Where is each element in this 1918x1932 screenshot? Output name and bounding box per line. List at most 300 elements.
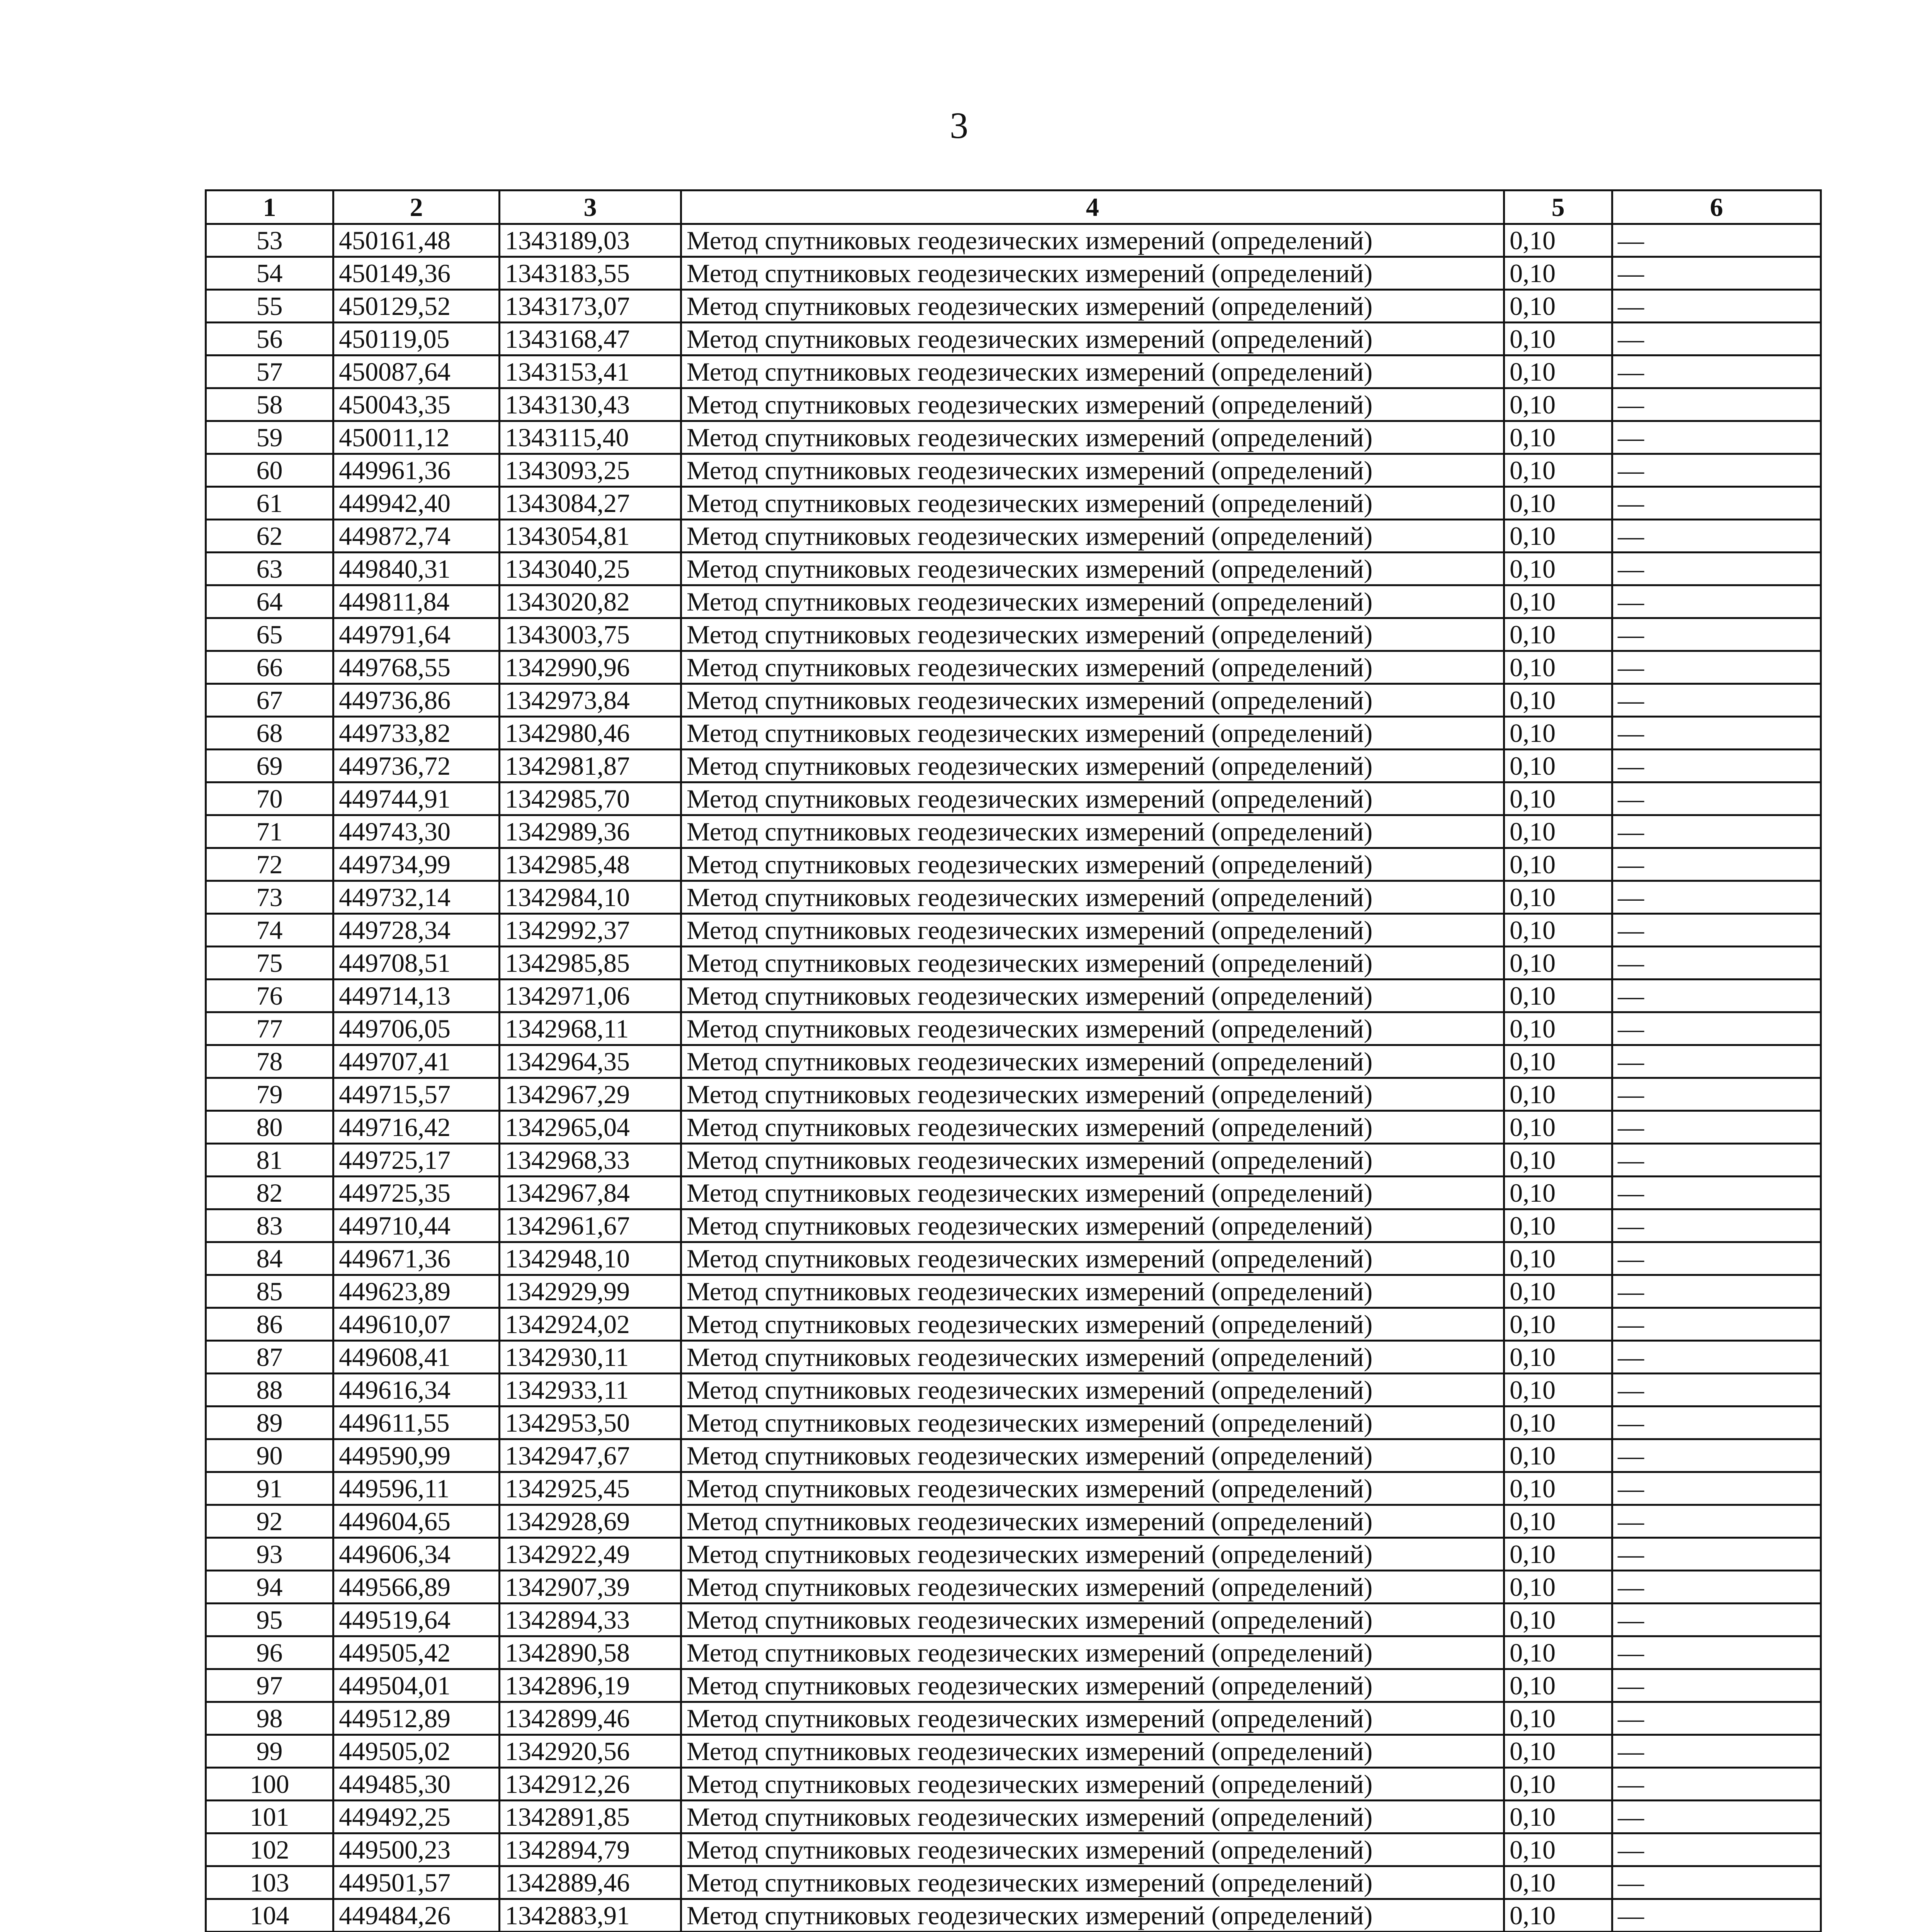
note-cell: — <box>1612 1833 1821 1866</box>
x-coordinate-cell: 449715,57 <box>333 1078 500 1111</box>
note-cell: — <box>1612 1702 1821 1735</box>
table-row <box>206 290 1821 323</box>
column-header-6: 6 <box>1612 190 1821 224</box>
x-coordinate-cell: 450043,35 <box>333 388 500 421</box>
point-number-cell: 67 <box>206 684 333 717</box>
point-number-cell: 70 <box>206 782 333 815</box>
y-coordinate-cell: 1343040,25 <box>500 553 681 585</box>
accuracy-cell: 0,10 <box>1504 1374 1612 1406</box>
point-number-cell: 69 <box>206 750 333 782</box>
x-coordinate-cell: 449519,64 <box>333 1604 500 1636</box>
x-coordinate-cell: 449708,51 <box>333 947 500 980</box>
table-row <box>206 454 1821 487</box>
accuracy-cell: 0,10 <box>1504 914 1612 947</box>
point-number-cell: 104 <box>206 1899 333 1932</box>
note-cell: — <box>1612 290 1821 323</box>
x-coordinate-cell: 450161,48 <box>333 224 500 257</box>
point-number-cell: 91 <box>206 1472 333 1505</box>
point-number-cell: 87 <box>206 1341 333 1374</box>
x-coordinate-cell: 449736,86 <box>333 684 500 717</box>
note-cell: — <box>1612 1275 1821 1308</box>
note-cell: — <box>1612 1406 1821 1439</box>
table-row <box>206 257 1821 290</box>
note-cell: — <box>1612 1308 1821 1341</box>
accuracy-cell: 0,10 <box>1504 618 1612 651</box>
x-coordinate-cell: 449714,13 <box>333 980 500 1012</box>
y-coordinate-cell: 1342953,50 <box>500 1406 681 1439</box>
x-coordinate-cell: 449710,44 <box>333 1209 500 1242</box>
point-number-cell: 61 <box>206 487 333 520</box>
method-cell: Метод спутниковых геодезических измерений (определений) <box>681 1144 1504 1177</box>
accuracy-cell: 0,10 <box>1504 980 1612 1012</box>
method-cell: Метод спутниковых геодезических измерений (определений) <box>681 454 1504 487</box>
accuracy-cell: 0,10 <box>1504 290 1612 323</box>
x-coordinate-cell: 449716,42 <box>333 1111 500 1144</box>
table-row <box>206 1308 1821 1341</box>
note-cell: — <box>1612 1144 1821 1177</box>
point-number-cell: 81 <box>206 1144 333 1177</box>
point-number-cell: 78 <box>206 1045 333 1078</box>
accuracy-cell: 0,10 <box>1504 1505 1612 1538</box>
column-header-3: 3 <box>500 190 681 224</box>
y-coordinate-cell: 1342930,11 <box>500 1341 681 1374</box>
accuracy-cell: 0,10 <box>1504 585 1612 618</box>
x-coordinate-cell: 449728,34 <box>333 914 500 947</box>
y-coordinate-cell: 1342971,06 <box>500 980 681 1012</box>
x-coordinate-cell: 449736,72 <box>333 750 500 782</box>
note-cell: — <box>1612 782 1821 815</box>
point-number-cell: 103 <box>206 1866 333 1899</box>
note-cell: — <box>1612 1374 1821 1406</box>
column-header-4: 4 <box>681 190 1504 224</box>
method-cell: Метод спутниковых геодезических измерений (определений) <box>681 1177 1504 1209</box>
table-row <box>206 1735 1821 1768</box>
method-cell: Метод спутниковых геодезических измерений (определений) <box>681 388 1504 421</box>
y-coordinate-cell: 1342891,85 <box>500 1801 681 1833</box>
method-cell: Метод спутниковых геодезических измерений (определений) <box>681 618 1504 651</box>
table-row <box>206 947 1821 980</box>
note-cell: — <box>1612 1538 1821 1571</box>
x-coordinate-cell: 449504,01 <box>333 1669 500 1702</box>
table-row <box>206 1866 1821 1899</box>
point-number-cell: 94 <box>206 1571 333 1604</box>
note-cell: — <box>1612 1505 1821 1538</box>
y-coordinate-cell: 1342925,45 <box>500 1472 681 1505</box>
method-cell: Метод спутниковых геодезических измерений (определений) <box>681 224 1504 257</box>
y-coordinate-cell: 1342889,46 <box>500 1866 681 1899</box>
table-row <box>206 1505 1821 1538</box>
point-number-cell: 58 <box>206 388 333 421</box>
note-cell: — <box>1612 1735 1821 1768</box>
note-cell: — <box>1612 980 1821 1012</box>
table-row <box>206 1209 1821 1242</box>
note-cell: — <box>1612 224 1821 257</box>
note-cell: — <box>1612 1439 1821 1472</box>
x-coordinate-cell: 449961,36 <box>333 454 500 487</box>
y-coordinate-cell: 1342883,91 <box>500 1899 681 1932</box>
header-row <box>206 190 1821 224</box>
point-number-cell: 90 <box>206 1439 333 1472</box>
y-coordinate-cell: 1342968,33 <box>500 1144 681 1177</box>
note-cell: — <box>1612 520 1821 553</box>
x-coordinate-cell: 449671,36 <box>333 1242 500 1275</box>
x-coordinate-cell: 450119,05 <box>333 323 500 355</box>
accuracy-cell: 0,10 <box>1504 1636 1612 1669</box>
accuracy-cell: 0,10 <box>1504 355 1612 388</box>
method-cell: Метод спутниковых геодезических измерений (определений) <box>681 290 1504 323</box>
table-row <box>206 1472 1821 1505</box>
column-header-1: 1 <box>206 190 333 224</box>
x-coordinate-cell: 449505,42 <box>333 1636 500 1669</box>
table-row <box>206 1012 1821 1045</box>
y-coordinate-cell: 1343168,47 <box>500 323 681 355</box>
x-coordinate-cell: 449566,89 <box>333 1571 500 1604</box>
note-cell: — <box>1612 651 1821 684</box>
accuracy-cell: 0,10 <box>1504 520 1612 553</box>
method-cell: Метод спутниковых геодезических измерений (определений) <box>681 651 1504 684</box>
table-row <box>206 388 1821 421</box>
table-row <box>206 1242 1821 1275</box>
method-cell: Метод спутниковых геодезических измерений (определений) <box>681 553 1504 585</box>
method-cell: Метод спутниковых геодезических измерений (определений) <box>681 1636 1504 1669</box>
y-coordinate-cell: 1342985,48 <box>500 848 681 881</box>
method-cell: Метод спутниковых геодезических измерений (определений) <box>681 750 1504 782</box>
table-row <box>206 421 1821 454</box>
x-coordinate-cell: 449610,07 <box>333 1308 500 1341</box>
table-row <box>206 848 1821 881</box>
table-row <box>206 980 1821 1012</box>
table-row <box>206 618 1821 651</box>
y-coordinate-cell: 1342920,56 <box>500 1735 681 1768</box>
table-row <box>206 520 1821 553</box>
x-coordinate-cell: 449500,23 <box>333 1833 500 1866</box>
table-row <box>206 1833 1821 1866</box>
accuracy-cell: 0,10 <box>1504 323 1612 355</box>
y-coordinate-cell: 1342933,11 <box>500 1374 681 1406</box>
x-coordinate-cell: 449706,05 <box>333 1012 500 1045</box>
table-row <box>206 1144 1821 1177</box>
point-number-cell: 64 <box>206 585 333 618</box>
x-coordinate-cell: 449623,89 <box>333 1275 500 1308</box>
method-cell: Метод спутниковых геодезических измерений (определений) <box>681 1012 1504 1045</box>
y-coordinate-cell: 1343183,55 <box>500 257 681 290</box>
method-cell: Метод спутниковых геодезических измерений (определений) <box>681 848 1504 881</box>
table-row <box>206 914 1821 947</box>
x-coordinate-cell: 449512,89 <box>333 1702 500 1735</box>
x-coordinate-cell: 449811,84 <box>333 585 500 618</box>
accuracy-cell: 0,10 <box>1504 257 1612 290</box>
x-coordinate-cell: 449725,17 <box>333 1144 500 1177</box>
table-row <box>206 1406 1821 1439</box>
point-number-cell: 77 <box>206 1012 333 1045</box>
accuracy-cell: 0,10 <box>1504 651 1612 684</box>
note-cell: — <box>1612 750 1821 782</box>
note-cell: — <box>1612 323 1821 355</box>
accuracy-cell: 0,10 <box>1504 1012 1612 1045</box>
x-coordinate-cell: 449611,55 <box>333 1406 500 1439</box>
accuracy-cell: 0,10 <box>1504 1275 1612 1308</box>
x-coordinate-cell: 449492,25 <box>333 1801 500 1833</box>
y-coordinate-cell: 1342961,67 <box>500 1209 681 1242</box>
accuracy-cell: 0,10 <box>1504 224 1612 257</box>
note-cell: — <box>1612 1045 1821 1078</box>
method-cell: Метод спутниковых геодезических измерений (определений) <box>681 1472 1504 1505</box>
accuracy-cell: 0,10 <box>1504 1833 1612 1866</box>
x-coordinate-cell: 449743,30 <box>333 815 500 848</box>
x-coordinate-cell: 449484,26 <box>333 1899 500 1932</box>
y-coordinate-cell: 1343153,41 <box>500 355 681 388</box>
y-coordinate-cell: 1342922,49 <box>500 1538 681 1571</box>
method-cell: Метод спутниковых геодезических измерений (определений) <box>681 1768 1504 1801</box>
point-number-cell: 68 <box>206 717 333 750</box>
note-cell: — <box>1612 1571 1821 1604</box>
table-row <box>206 717 1821 750</box>
point-number-cell: 62 <box>206 520 333 553</box>
method-cell: Метод спутниковых геодезических измерений (определений) <box>681 1406 1504 1439</box>
point-number-cell: 92 <box>206 1505 333 1538</box>
table-row <box>206 1899 1821 1932</box>
y-coordinate-cell: 1343054,81 <box>500 520 681 553</box>
y-coordinate-cell: 1342899,46 <box>500 1702 681 1735</box>
note-cell: — <box>1612 881 1821 914</box>
y-coordinate-cell: 1343173,07 <box>500 290 681 323</box>
point-number-cell: 57 <box>206 355 333 388</box>
table-body <box>206 224 1821 1932</box>
accuracy-cell: 0,10 <box>1504 553 1612 585</box>
accuracy-cell: 0,10 <box>1504 1209 1612 1242</box>
table-row <box>206 1374 1821 1406</box>
y-coordinate-cell: 1342965,04 <box>500 1111 681 1144</box>
point-number-cell: 95 <box>206 1604 333 1636</box>
accuracy-cell: 0,10 <box>1504 750 1612 782</box>
x-coordinate-cell: 449590,99 <box>333 1439 500 1472</box>
table-row <box>206 750 1821 782</box>
x-coordinate-cell: 449734,99 <box>333 848 500 881</box>
x-coordinate-cell: 449485,30 <box>333 1768 500 1801</box>
method-cell: Метод спутниковых геодезических измерений (определений) <box>681 684 1504 717</box>
point-number-cell: 84 <box>206 1242 333 1275</box>
note-cell: — <box>1612 1177 1821 1209</box>
point-number-cell: 80 <box>206 1111 333 1144</box>
method-cell: Метод спутниковых геодезических измерений (определений) <box>681 421 1504 454</box>
method-cell: Метод спутниковых геодезических измерений (определений) <box>681 257 1504 290</box>
x-coordinate-cell: 449733,82 <box>333 717 500 750</box>
point-number-cell: 75 <box>206 947 333 980</box>
accuracy-cell: 0,10 <box>1504 947 1612 980</box>
x-coordinate-cell: 449616,34 <box>333 1374 500 1406</box>
accuracy-cell: 0,10 <box>1504 1242 1612 1275</box>
method-cell: Метод спутниковых геодезических измерений (определений) <box>681 1374 1504 1406</box>
table-row <box>206 1538 1821 1571</box>
accuracy-cell: 0,10 <box>1504 717 1612 750</box>
note-cell: — <box>1612 553 1821 585</box>
method-cell: Метод спутниковых геодезических измерений (определений) <box>681 1275 1504 1308</box>
x-coordinate-cell: 450149,36 <box>333 257 500 290</box>
point-number-cell: 89 <box>206 1406 333 1439</box>
table-row <box>206 1669 1821 1702</box>
x-coordinate-cell: 449608,41 <box>333 1341 500 1374</box>
x-coordinate-cell: 449791,64 <box>333 618 500 651</box>
method-cell: Метод спутниковых геодезических измерений (определений) <box>681 585 1504 618</box>
method-cell: Метод спутниковых геодезических измерений (определений) <box>681 1538 1504 1571</box>
accuracy-cell: 0,10 <box>1504 388 1612 421</box>
point-number-cell: 55 <box>206 290 333 323</box>
point-number-cell: 53 <box>206 224 333 257</box>
y-coordinate-cell: 1342967,29 <box>500 1078 681 1111</box>
method-cell: Метод спутниковых геодезических измерений (определений) <box>681 520 1504 553</box>
table-row <box>206 224 1821 257</box>
note-cell: — <box>1612 1242 1821 1275</box>
y-coordinate-cell: 1342992,37 <box>500 914 681 947</box>
column-header-5: 5 <box>1504 190 1612 224</box>
method-cell: Метод спутниковых геодезических измерений (определений) <box>681 1439 1504 1472</box>
y-coordinate-cell: 1342894,33 <box>500 1604 681 1636</box>
table-row <box>206 1045 1821 1078</box>
accuracy-cell: 0,10 <box>1504 1308 1612 1341</box>
method-cell: Метод спутниковых геодезических измерений (определений) <box>681 1702 1504 1735</box>
table-row <box>206 684 1821 717</box>
table-row <box>206 1636 1821 1669</box>
y-coordinate-cell: 1343130,43 <box>500 388 681 421</box>
y-coordinate-cell: 1343093,25 <box>500 454 681 487</box>
point-number-cell: 100 <box>206 1768 333 1801</box>
accuracy-cell: 0,10 <box>1504 815 1612 848</box>
y-coordinate-cell: 1342967,84 <box>500 1177 681 1209</box>
method-cell: Метод спутниковых геодезических измерений (определений) <box>681 947 1504 980</box>
x-coordinate-cell: 449840,31 <box>333 553 500 585</box>
point-number-cell: 88 <box>206 1374 333 1406</box>
point-number-cell: 73 <box>206 881 333 914</box>
x-coordinate-cell: 449501,57 <box>333 1866 500 1899</box>
method-cell: Метод спутниковых геодезических измерений (определений) <box>681 782 1504 815</box>
y-coordinate-cell: 1343189,03 <box>500 224 681 257</box>
x-coordinate-cell: 449606,34 <box>333 1538 500 1571</box>
accuracy-cell: 0,10 <box>1504 1045 1612 1078</box>
method-cell: Метод спутниковых геодезических измерений (определений) <box>681 815 1504 848</box>
method-cell: Метод спутниковых геодезических измерений (определений) <box>681 717 1504 750</box>
accuracy-cell: 0,10 <box>1504 848 1612 881</box>
accuracy-cell: 0,10 <box>1504 1866 1612 1899</box>
y-coordinate-cell: 1342948,10 <box>500 1242 681 1275</box>
note-cell: — <box>1612 1341 1821 1374</box>
table-row <box>206 881 1821 914</box>
accuracy-cell: 0,10 <box>1504 782 1612 815</box>
x-coordinate-cell: 449872,74 <box>333 520 500 553</box>
y-coordinate-cell: 1342890,58 <box>500 1636 681 1669</box>
y-coordinate-cell: 1342894,79 <box>500 1833 681 1866</box>
point-number-cell: 96 <box>206 1636 333 1669</box>
note-cell: — <box>1612 1866 1821 1899</box>
y-coordinate-cell: 1343003,75 <box>500 618 681 651</box>
note-cell: — <box>1612 1111 1821 1144</box>
accuracy-cell: 0,10 <box>1504 684 1612 717</box>
x-coordinate-cell: 449725,35 <box>333 1177 500 1209</box>
accuracy-cell: 0,10 <box>1504 1768 1612 1801</box>
note-cell: — <box>1612 1472 1821 1505</box>
point-number-cell: 99 <box>206 1735 333 1768</box>
note-cell: — <box>1612 1669 1821 1702</box>
note-cell: — <box>1612 421 1821 454</box>
accuracy-cell: 0,10 <box>1504 487 1612 520</box>
point-number-cell: 54 <box>206 257 333 290</box>
method-cell: Метод спутниковых геодезических измерений (определений) <box>681 1341 1504 1374</box>
method-cell: Метод спутниковых геодезических измерений (определений) <box>681 355 1504 388</box>
method-cell: Метод спутниковых геодезических измерений (определений) <box>681 323 1504 355</box>
accuracy-cell: 0,10 <box>1504 1177 1612 1209</box>
accuracy-cell: 0,10 <box>1504 1702 1612 1735</box>
point-number-cell: 66 <box>206 651 333 684</box>
method-cell: Метод спутниковых геодезических измерений (определений) <box>681 1209 1504 1242</box>
point-number-cell: 59 <box>206 421 333 454</box>
method-cell: Метод спутниковых геодезических измерений (определений) <box>681 980 1504 1012</box>
table-row <box>206 323 1821 355</box>
point-number-cell: 79 <box>206 1078 333 1111</box>
table-row <box>206 1768 1821 1801</box>
method-cell: Метод спутниковых геодезических измерений (определений) <box>681 1669 1504 1702</box>
x-coordinate-cell: 450087,64 <box>333 355 500 388</box>
table-row <box>206 1275 1821 1308</box>
table-row <box>206 553 1821 585</box>
point-number-cell: 97 <box>206 1669 333 1702</box>
y-coordinate-cell: 1343020,82 <box>500 585 681 618</box>
point-number-cell: 56 <box>206 323 333 355</box>
accuracy-cell: 0,10 <box>1504 1144 1612 1177</box>
y-coordinate-cell: 1342990,96 <box>500 651 681 684</box>
accuracy-cell: 0,10 <box>1504 1341 1612 1374</box>
coordinates-table <box>205 189 1822 1932</box>
note-cell: — <box>1612 914 1821 947</box>
point-number-cell: 101 <box>206 1801 333 1833</box>
x-coordinate-cell: 449744,91 <box>333 782 500 815</box>
y-coordinate-cell: 1342896,19 <box>500 1669 681 1702</box>
y-coordinate-cell: 1343115,40 <box>500 421 681 454</box>
y-coordinate-cell: 1343084,27 <box>500 487 681 520</box>
note-cell: — <box>1612 1636 1821 1669</box>
accuracy-cell: 0,10 <box>1504 1604 1612 1636</box>
y-coordinate-cell: 1342989,36 <box>500 815 681 848</box>
point-number-cell: 98 <box>206 1702 333 1735</box>
method-cell: Метод спутниковых геодезических измерений (определений) <box>681 1735 1504 1768</box>
point-number-cell: 76 <box>206 980 333 1012</box>
note-cell: — <box>1612 848 1821 881</box>
accuracy-cell: 0,10 <box>1504 1472 1612 1505</box>
accuracy-cell: 0,10 <box>1504 1439 1612 1472</box>
point-number-cell: 60 <box>206 454 333 487</box>
point-number-cell: 82 <box>206 1177 333 1209</box>
accuracy-cell: 0,10 <box>1504 1669 1612 1702</box>
y-coordinate-cell: 1342907,39 <box>500 1571 681 1604</box>
method-cell: Метод спутниковых геодезических измерений (определений) <box>681 1604 1504 1636</box>
note-cell: — <box>1612 618 1821 651</box>
method-cell: Метод спутниковых геодезических измерений (определений) <box>681 1045 1504 1078</box>
x-coordinate-cell: 449768,55 <box>333 651 500 684</box>
method-cell: Метод спутниковых геодезических измерений (определений) <box>681 1899 1504 1932</box>
note-cell: — <box>1612 1604 1821 1636</box>
x-coordinate-cell: 449505,02 <box>333 1735 500 1768</box>
x-coordinate-cell: 449732,14 <box>333 881 500 914</box>
table-row <box>206 585 1821 618</box>
note-cell: — <box>1612 1768 1821 1801</box>
method-cell: Метод спутниковых геодезических измерений (определений) <box>681 487 1504 520</box>
note-cell: — <box>1612 1801 1821 1833</box>
y-coordinate-cell: 1342980,46 <box>500 717 681 750</box>
point-number-cell: 83 <box>206 1209 333 1242</box>
note-cell: — <box>1612 1012 1821 1045</box>
note-cell: — <box>1612 585 1821 618</box>
accuracy-cell: 0,10 <box>1504 454 1612 487</box>
y-coordinate-cell: 1342985,70 <box>500 782 681 815</box>
accuracy-cell: 0,10 <box>1504 881 1612 914</box>
